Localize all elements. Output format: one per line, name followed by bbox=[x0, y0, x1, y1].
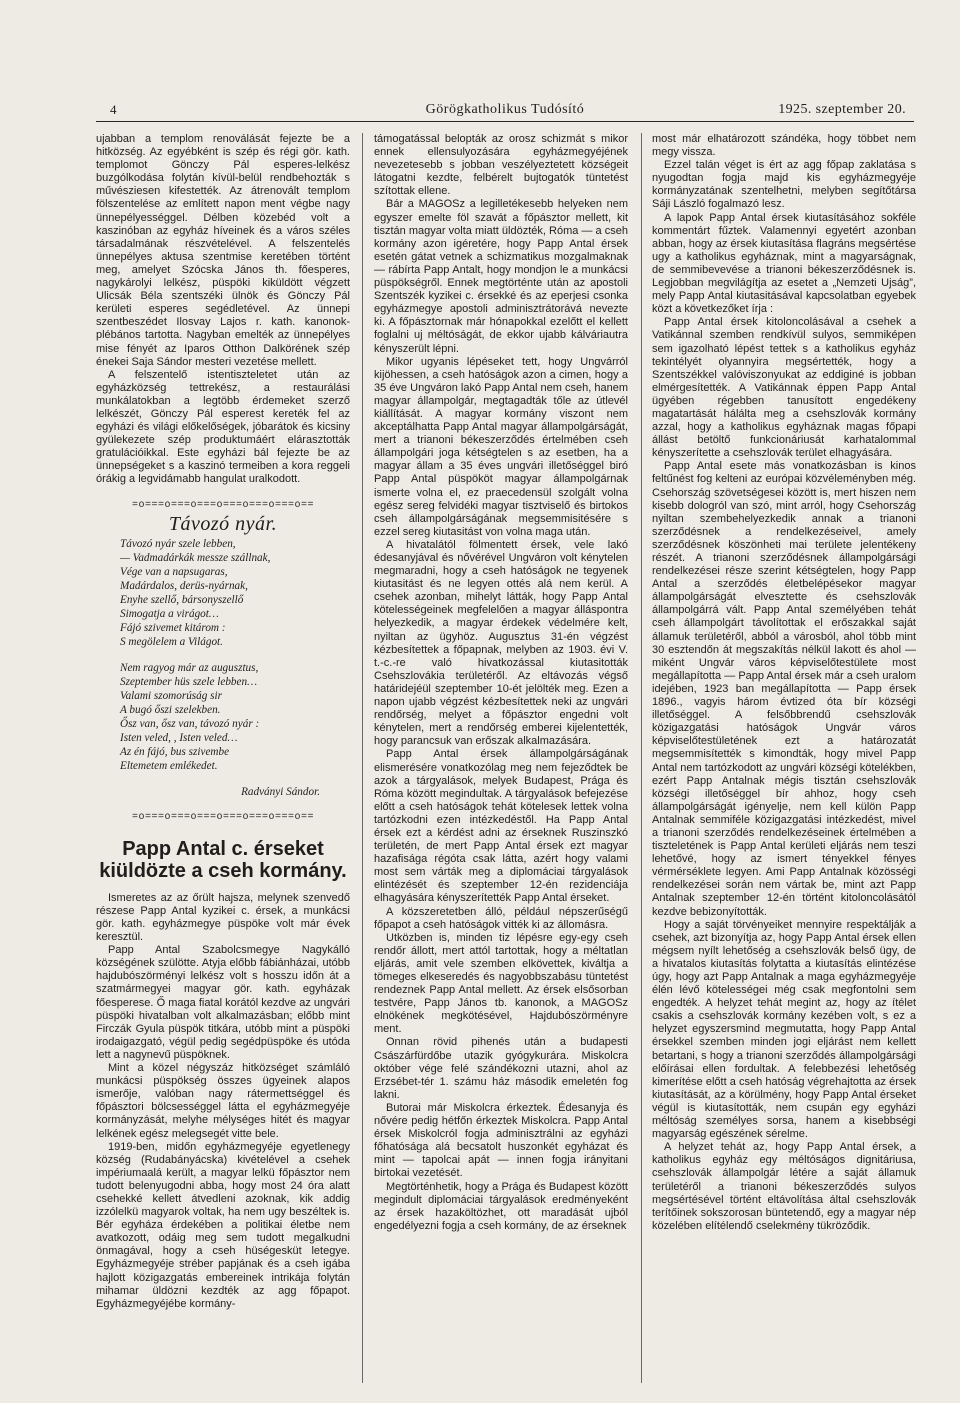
column-divider bbox=[362, 133, 363, 1383]
article-paragraph: Onnan rövid pihenés után a budapesti Császárfürdőbe utazik gyógykurára. Miskolcra október vége felé szándékozni utazni, ahol az Erzsébet-tér 1. számu ház második emeletén fog lakni. bbox=[374, 1036, 628, 1101]
article-paragraph: A felszentelő istentiszteletet után az egyházközség tettrekész, a restaurálási munkálatokban a legtöbb érdemeket szerző lelkészét, Gönczy Pál esperest kereték fel az egyházi és világi előkelőségek, jóbarátok és kicsiny gyülekezete szép produktumáért elárasztották gratulációikkal. Este egyházi bál fejezte be az ünnepségeket s a kaszinó termeiben a kora reggeli órákig a legvidámabb hangulat uralkodott. bbox=[96, 368, 350, 486]
article-paragraph: A lapok Papp Antal érsek kiutasításához sokféle kommentárt fűztek. Valamennyi egyetért azonban abban, hogy az érsek kiutasítása flagráns megsértése ugy a katholikus egyháznak, mint a magyarságnak, de semmibevevése a trianoni békeszerződésnek is. Legjobban megvilágítja az esetet a „Nemzeti Ujság”, mely Papp Antal kiutasitásával kapcsolatban egyebek közt a következőket írja : bbox=[652, 211, 916, 316]
poem-author: Radványi Sándor. bbox=[241, 785, 320, 798]
article-paragraph: Utközben is, minden tiz lépésre egy-egy cseh rendőr állott, mert attól tartottak, hogy a méltatlan eljárás, amit vele szemben elkövettek, kiváltja a tömeges elkeseredés és nagyobbszabásu tüntetést rendeznek Papp Antal mellett. Az érsek elsősorban testvére, Papp János tb. kanonok, a MAGOSz elnökének megkötésével, Hajdubószörményre ment. bbox=[374, 931, 628, 1036]
poem-title: Távozó nyár. bbox=[168, 512, 278, 535]
article-paragraph: Hogy a saját törvényeiket mennyire respektálják a csehek, azt bizonyítja az, hogy Papp Antal érsek ellen mégsem nyílt lehetőség a csehszlovák belső ügy, de a hivatalos kiutasítás folytatta a kiutasítás elintézése úgy, hogy azt Papp Antalnak a maga egyházmegyéje élén lévő kötelességei még csak megfontolni sem engedték. A helyzet tehát megint az, hogy az ítélet csakis a csehszlovák kormány kezében volt, s ez a helyzet egyszersmind megmutatta, hogy Papp Antal érsekkel szemben minden jogi eljárást nem kellett betartani, s hogy a trianoni szerződés állampolgársági előírásai ellen fordultak. A felebbezési lehetőség kimerítése előtt a cseh hatóság végrehajtotta az érsek kiutasítását, az a körülmény, hogy Papp Antal érseket végül is kiutasították, nem csupán egy egyházi méltóság személyes sorsa, hanem a kisebbségi magyarság egészének sérelme. bbox=[652, 918, 916, 1141]
article-paragraph: A hivatalától fölmentett érsek, vele lakó édesanyjával és nővérével Ungváron volt kénytelen megmaradni, hogy a cseh hatóságok ne tegyenek kiutasitást és ne legyen ottés alá nem kerül. A csehek azonban, mihelyt látták, hogy Papp Antal kötelességeinek megfelelően a magyar álláspontra helyezkedik, a magyar érdekek védelmére kelt, nyiltan az ügyhöz. Augusztus 31-én végzést kézbesítettek a főpapnak, melyben az 1903. évi V. t.-c.-re való hivatkozással kiutasitották Csehszlovákia területéről. Az eltávozás végső határidejéül szeptember 10-ét jelölték meg. Ezen a napon ujabb végzést kézbesítettek neki az ungvári rendőrség, melyet a főpásztor engedni volt kénytelen, mert a rendőrség emberei kijelentették, hogy parancsuk van erőszak alkalmazására. bbox=[374, 538, 628, 748]
column-2 bbox=[374, 133, 628, 1383]
article-paragraph: Papp Antal Szabolcsmegye Nagykálló községének szülötte. Atyja előbb fábiánházai, utóbb hajdubószörményi lelkész volt s hosszu időn át a szatmármegyei magyar gör. kath. egyházak főesperese. Ő maga fiatal korától kezdve az ungvári püspöki hivatalban volt alkalmazásban; előbb mint Firczák Gyula püspök titkára, utóbb mint a püspöki irodaigazgató, végül pedig segédpüspöke és utóda lett a nagynevű püspöknek. bbox=[96, 944, 350, 1061]
poem-line: Távozó nyár szele lebben, bbox=[120, 537, 236, 550]
article-paragraph: Bár a MAGOSz a legilletékesebb helyeken nem egyszer emelte föl szavát a főpásztor mellett, kit tisztán magyar volta miatt üldözték, Róma — a cseh kormány azon igéretére, hogy Papp Antal érsek esetén gátat vetnek a schizmatikus mozgalmaknak — rábírta Papp Antalt, hogy mondjon le a munkácsi püspökségről. Ennek megtörténte után az apostoli Szentszék kyzikei c. érsekké és az eperjesi csonka egyházmegye apostoli adminisztrátorává nevezte ki. A főpásztornak már hónapokkal ezelőtt el kellett foglalni uj méltóságát, de ekkor ujabb kálváriautra kényszerült lépni. bbox=[374, 198, 628, 355]
column-1 bbox=[96, 133, 350, 1383]
article-paragraph: Megtörténhetik, hogy a Prága és Budapest között megindult diplomáciai tárgyalások eredményeként az érsek hazaköltözhet, ott maradását ujból engedélyezni fogja a cseh kormány, de az érseknek bbox=[374, 1180, 628, 1232]
article-paragraph: Papp Antal érsek kitoloncolásával a csehek a Vatikánnal szemben rendkívül sulyos, semmiképen sem igazolható lépést tettek s a katholikus egyház tekintélyét olyannyira megsértették, hogy a Szentszékkel valóviszonyukat az eddiginé is jobban elmérgesítették. A Vatikánnak éppen Papp Antal ügyében régebben tanusított engedékeny magatartását hálálta meg a csehszlovák kormány azzal, hogy a katholikus egyháznak magas főpapi állást betöltő funkcionáriusát karhatalommal kényszerítette a csehszlovák terület elhagyására. bbox=[652, 316, 916, 460]
article-paragraph: most már elhatározott szándéka, hogy többet nem megy vissza. bbox=[652, 133, 916, 159]
ornament-divider: =o===o===o===o===o===o===o== bbox=[131, 499, 315, 511]
article-paragraph: Ezzel talán véget is ért az agg főpap zaklatása s nyugodtan fogja majd kis egyházmegyéje kormányzatának szentelhetni, melyben segítőtársa Sáji László fogalmazó lesz. bbox=[652, 159, 916, 211]
article-paragraph: támogatással belopták az orosz schizmát s mikor ennek ellensulyozására egyházmegyéjének nevezetesebb s jobban veszélyeztetett községeit látogatni kezdte, felbérelt bujtogatók tüntetést szítottak ellene. bbox=[374, 133, 628, 198]
paper-title: Görögkatholikus Tudósító bbox=[425, 102, 585, 117]
poem-line: Isten veled, , Isten veled… bbox=[120, 731, 238, 744]
column-3 bbox=[652, 133, 916, 1383]
poem-line: — Vadmadárkák messze szállnak, bbox=[120, 551, 271, 564]
article-paragraph: ujabban a templom renoválását fejezte be a hitközség. Az egyébként is szép és régi gör. kath. templomot Gönczy Pál esperes-lelkész buzgólkodása folytán kívül-belül rendbehozták s művésziesen kifestették. Az átrenovált templom fölszentelése az említett napon ment végbe nagy ünnepélyességgel. Délben közebéd volt a kaszinóban az egyház híveinek és a város széles társadalmának részvételével. A felszentelés ünnepélyes aktusa szentmise keretében történt meg, amelyet Szócska János th. főesperes, nagykárolyi lelkész, püspöki kiküldött végzett Ulicsák Béla szentszéki ülnök és Gönczy Pál kerületi esperes segédletével. Az ünnepi szentbeszédet Ilosvay Lajos r. kath. kanonok-plébános tartotta. Nagyban emelték az ünnepélyes mise fényét az Iparos Otthon Dalkörének szép énekei Saja Sándor mesteri vezetése mellett. bbox=[96, 133, 350, 368]
poem-line: Eltemetem emlékedet. bbox=[120, 759, 218, 772]
article-paragraph: A közszeretetben álló, például népszerűségű főpapot a cseh hatóságok vitték ki az állomásra. bbox=[374, 905, 628, 931]
article-paragraph: Mikor ugyanis lépéseket tett, hogy Ungvárról kijöhessen, a cseh hatóságok azon a cimen, hogy a 35 éve Ungváron lakó Papp Antal nem cseh, hanem magyar állampolgár, megtagadták tőle az útlevél kiállítását. A magyar kormány viszont nem akceptálhatta Papp Antal magyar állampolgárságát, mert a trianoni békeszerződés értelmében cseh állampolgári joga kétségtelen s az esetben, ha a magyar állam a 35 éves ungvári illetőséggel biró Papp Antal püspököt magyar állampolgárnak ismerte volna el, ez praecedensül szolgált volna egész sereg felvidéki magyar tisztviselő és birtokos cseh állampolgárságának megsemmisitésére s ezzel sereg kiutasitást von volna maga után. bbox=[374, 355, 628, 538]
ornament-divider: =o===o===o===o===o===o===o== bbox=[131, 811, 315, 823]
poem-line: Ősz van, ősz van, távozó nyár : bbox=[120, 717, 260, 730]
poem-line: Fájó szivemet kitárom : bbox=[120, 621, 226, 634]
poem-line: Enyhe szellő, bársonyszellő bbox=[120, 593, 244, 606]
poem bbox=[96, 537, 350, 799]
poem-line: Vége van a napsugaras, bbox=[120, 565, 228, 578]
poem-stanza bbox=[120, 661, 350, 773]
poem-line: Simogatja a virágot… bbox=[120, 607, 219, 620]
article-paragraph: Mint a közel négyszáz hitközséget számláló munkácsi püspökség összes ügyeinek alapos ismerője, valóban nagy rátermettséggel és főpásztori bölcsességgel látta el egyházmegyéje kormányzását, melyhe mélységes hitét és magyar lelkének egész melegsegét vitte bele. bbox=[96, 1062, 350, 1140]
poem-stanza bbox=[120, 537, 350, 649]
page-number: 4 bbox=[110, 102, 117, 117]
article-paragraph: Ismeretes az az őrült hajsza, melynek szenvedő részese Papp Antal kyzikei c. érsek, a munkácsi gör. kath. egyházmegye püspöke volt már évek keresztül. bbox=[96, 891, 350, 944]
column-divider bbox=[641, 133, 642, 1383]
poem-line: A bugó őszi szelekben. bbox=[120, 703, 221, 716]
poem-line: Valami szomorúság sir bbox=[120, 689, 222, 702]
issue-date: 1925. szeptember 20. bbox=[778, 102, 906, 117]
article-paragraph: Butorai már Miskolcra érkeztek. Édesanyja és nővére pedig hétfőn érkeztek Miskolcra. Papp Antal érsek Miskolcról fogja adminisztrálni az egyházi főhatósága alá becsatolt huszonkét egyházat és mint — tapolcai apát — innen fogja irányitani birtokai vezetését. bbox=[374, 1101, 628, 1180]
article-paragraph: 1919-ben, midőn egyházmegyéje egyetlenegy község (Rudabányácska) kivételével a csehek impériumaalá került, a magyar lelkü főpásztor nem tudott belenyugodni abba, hogy most 24 óra alatt csehekké kellett átvedleni azoknak, kik addig izzólelkü magyarok voltak, ha nem ugy beszéltek is. Bér egyháza érdekében a politikai életbe nem avatkozott, odáig meg sem tudott megalkudni önmagával, hogy a cseh hüségesküt letegye. Egyházmegyéje stréber papjának és a cseh igába hajlott közigazgatás embereinek intrikája folytán mihamar üldözni kezdték az agg főpapot. Egyházmegyéjébe kormány- bbox=[96, 1140, 350, 1310]
poem-line: S megölelem a Világot. bbox=[120, 635, 223, 648]
poem-line: Nem ragyog már az augusztus, bbox=[120, 661, 259, 674]
poem-line: Az én fájó, bus szivembe bbox=[120, 745, 230, 758]
article-paragraph: Papp Antal érsek állampolgárságának elismerésére vonatkozólag meg nem fejeződtek be azok a tárgyalások, melyek Budapest, Prága és Róma között megindultak. A tárgyalások befejezése előtt a cseh hatóságok tehát kötelesek lettek volna tartózkodni ezen intézkedéstől. Ha Papp Antal érsek ezt a kérdést adni az érseknek Ruszinszkó területén, de mert Papp Antal érsek ezt magyar hazafisága régóta csak látta, azért hogy valami most sem várták meg a diplomáciai tárgyalások elintézését és szeptember 12-én rezidenciája elhagyására kényszerítették Papp Antal érseket. bbox=[374, 748, 628, 905]
poem-line: Szeptember hüs szele lebben… bbox=[120, 675, 258, 688]
page-header bbox=[96, 100, 914, 122]
article-paragraph: A helyzet tehát az, hogy Papp Antal érsek, a katholikus egyház egy méltóságos dignitáriusa, csehszlovák állampolgár létére a saját államuk területéről a trianoni békeszerződés sulyos megsértésével történt eltávolítása által csehszlovák terítőinek sokszorosan büntetendő, egy a magyar nép közelében elítélendő cselekmény tükröződik. bbox=[652, 1141, 916, 1232]
article-paragraph: Papp Antal esete más vonatkozásban is kinos feltűnést fog kelteni az európai közvéleményben még. Csehország szövetségesei között is, mert hiszen nem kisebb dologról van szó, mint arról, hogy Csehország nyiltan szembehelyezkedik annak a trianoni szerződésnek a rendelkezéseivel, amely szerződésnek köszönheti mai területe jelentékeny részét. A trianoni szerződésnek állampolgársági rendelkezései része szerint kétségtelen, hogy Papp Antal a szerződés életbelépésekor magyar állampolgárságát elvesztette és csehszlovák állampolgárrá vált. Papp Antal személyében tehát cseh állampolgárt távolítottak el erőszakkal saját államuk területéről, abból a városból, ahol több mint 30 esztendőn át megszakítás nélkül lakott és ahol — miként Ungvár város képviselőtestülete most megállapította — Papp Antal érsek már a cseh uralom idejében, 1923 ban megállapította — Papp érsek 1896., vagyis három évtized óta bír községi illetőséggel. A felsőbbrendű csehszlovák közigazgatási hatóságok Ungvár város képviselőtestületének ezt a határozatát megsemmisítették s kimondták, hogy mivel Papp Antal nem tartózkodott az ungvári községi kötelékben, ezért Papp Antalnak mégis tisztán csehszlovák községi illetőséggel bír ahhoz, hogy cseh állampolgárságát igényelje, nem kell külön Papp Antalnak semmiféle közigazgatási intézkedést, mivel a trianoni szerződés rendelkezéseinek értelmében a tiszteletének is Papp Antal kerületi eljárás nem teszi lehetővé, hogy az ismert tényekkel fényes vérmérséklete legyen. Ami Papp Antalnak közösségi rendelkezései során nem vártak be, mint azt Papp Antalnak szeptember 12-én történt kitoloncolásától kezdve bebizonyították. bbox=[652, 460, 916, 918]
poem-line: Madárdalos, derüs-nyárnak, bbox=[120, 579, 248, 592]
article-headline: Papp Antal c. érseket kiüldözte a cseh kormány. bbox=[99, 837, 347, 882]
